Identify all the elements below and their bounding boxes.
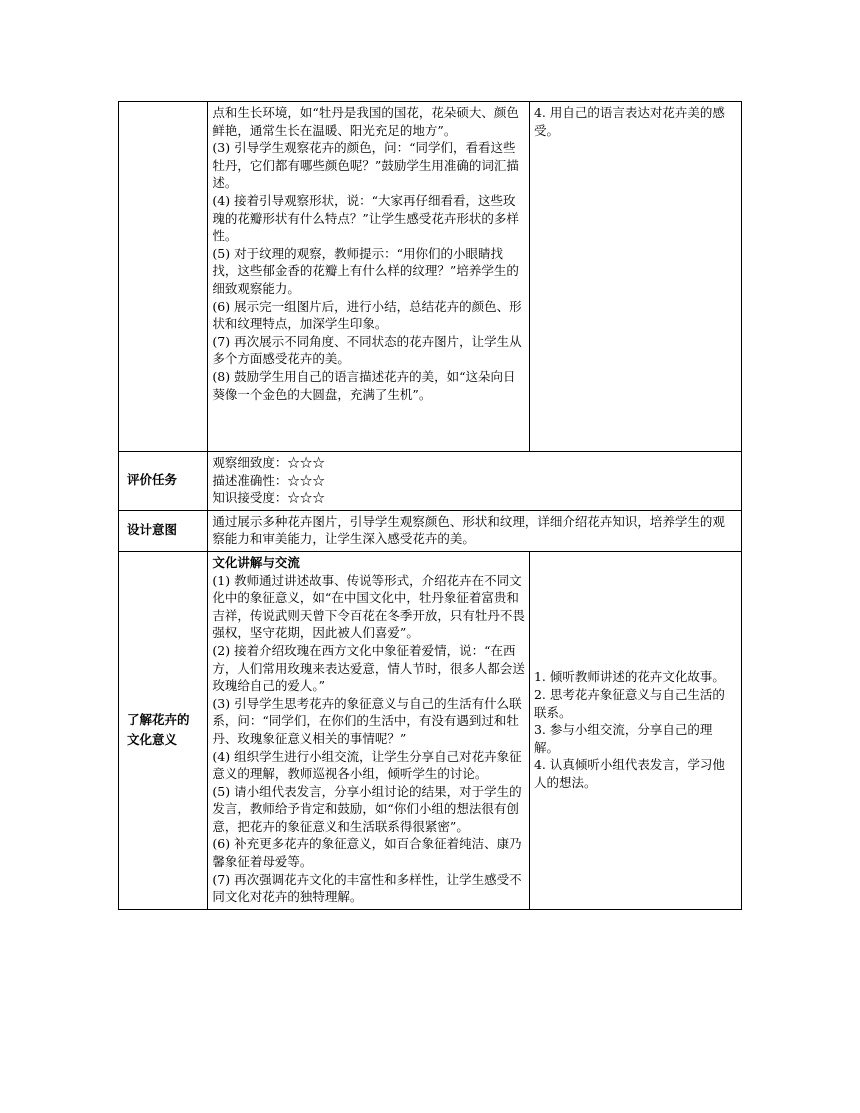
- student-paragraph: 4. 用自己的语言表达对花卉美的感受。: [533, 105, 725, 138]
- teacher-paragraph: (4) 接着引导观察形状，说：“大家再仔细看看，这些玫瑰的花瓣形状有什么特点？”让学生感受花卉形状的多样性。: [212, 192, 519, 244]
- row-label: 评价任务: [119, 452, 208, 511]
- teacher-paragraph: (5) 对于纹理的观察，教师提示：“用你们的小眼睛找找，这些郁金香的花瓣上有什么样的纹理？”培养学生的细致观察能力。: [212, 245, 519, 296]
- teacher-paragraph: 点和生长环境，如“牡丹是我国的国花，花朵硕大、颜色鲜艳，通常生长在温暖、阳光充足的地方”。: [212, 105, 519, 138]
- lesson-plan-table: [118, 101, 742, 910]
- evaluation-cell: [208, 452, 742, 511]
- evaluation-line: 观察细致度：☆☆☆: [212, 455, 325, 470]
- student-paragraph: 2. 思考花卉象征意义与自己生活的联系。: [533, 686, 725, 720]
- student-paragraph: 1. 倾听教师讲述的花卉文化故事。: [533, 669, 725, 685]
- teacher-paragraph: (8) 鼓励学生用自己的语言描述花卉的美，如“这朵向日葵像一个金色的大圆盘，充满了生机”。: [212, 368, 516, 402]
- teacher-paragraph: (1) 教师通过讲述故事、传说等形式，介绍花卉在不同文化中的象征意义，如“在中国文化中，牡丹象征着富贵和吉祥，传说武则天曾下令百花在冬季开放，只有牡丹不畏强权，坚守花期，因此被人们喜爱”。: [212, 572, 525, 641]
- table-row: [119, 510, 742, 551]
- row-label: 设计意图: [119, 510, 208, 551]
- design-intent-text: 通过展示多种花卉图片，引导学生观察颜色、形状和纹理，详细介绍花卉知识，培养学生的观察能力和审美能力，让学生深入感受花卉的美。: [212, 513, 725, 547]
- teacher-paragraph: (7) 再次强调花卉文化的丰富性和多样性，让学生感受不同文化对花卉的独特理解。: [212, 871, 522, 905]
- row-label-line: 了解花卉的: [127, 711, 190, 727]
- teacher-paragraph: (6) 补充更多花卉的象征意义，如百合象征着纯洁、康乃馨象征着母爱等。: [212, 836, 522, 870]
- teacher-paragraph: (3) 引导学生思考花卉的象征意义与自己的生活有什么联系，问：“同学们，在你们的生活中，有没有遇到过和牡丹、玫瑰象征意义相关的事情呢？”: [212, 695, 522, 746]
- teacher-paragraph: (3) 引导学生观察花卉的颜色，问：“同学们，看看这些牡丹，它们都有哪些颜色呢？”鼓励学生用准确的词汇描述。: [212, 140, 519, 191]
- student-paragraph: 3. 参与小组交流，分享自己的理解。: [533, 722, 713, 755]
- student-activity-cell: [529, 102, 741, 452]
- teacher-activity-cell: [208, 551, 530, 909]
- evaluation-line: 知识接受度：☆☆☆: [212, 490, 325, 506]
- teacher-paragraph: (4) 组织学生进行小组交流，让学生分享自己对花卉象征意义的理解，教师巡视各小组，倾听学生的讨论。: [212, 748, 522, 782]
- teacher-heading: 文化讲解与交流: [212, 554, 300, 570]
- table-row: [119, 102, 742, 452]
- teacher-paragraph: (2) 接着介绍玫瑰在西方文化中象征着爱情，说：“在西方，人们常用玫瑰来表达爱意，情人节时，很多人都会送玫瑰给自己的爱人。”: [212, 642, 525, 694]
- student-paragraph: 4. 认真倾听小组代表发言，学习他人的想法。: [533, 757, 725, 790]
- teacher-paragraph: (6) 展示完一组图片后，进行小结，总结花卉的颜色、形状和纹理特点，加深学生印象。: [212, 298, 522, 332]
- table-row: [119, 551, 742, 909]
- evaluation-line: 描述准确性：☆☆☆: [212, 472, 325, 488]
- teacher-activity-cell: [208, 102, 530, 452]
- row-label-line: 文化意义: [127, 731, 178, 747]
- student-activity-cell: [529, 551, 741, 909]
- row-label: [119, 551, 208, 909]
- table-row: [119, 452, 742, 511]
- teacher-paragraph: (5) 请小组代表发言，分享小组讨论的结果，对于学生的发言，教师给予肯定和鼓励，如“你们小组的想法很有创意，把花卉的象征意义和生活联系得很紧密”。: [212, 783, 522, 834]
- teacher-paragraph: (7) 再次展示不同角度、不同状态的花卉图片，让学生从多个方面感受花卉的美。: [212, 333, 522, 367]
- row-label-empty: [119, 102, 208, 452]
- design-intent-cell: [208, 510, 742, 551]
